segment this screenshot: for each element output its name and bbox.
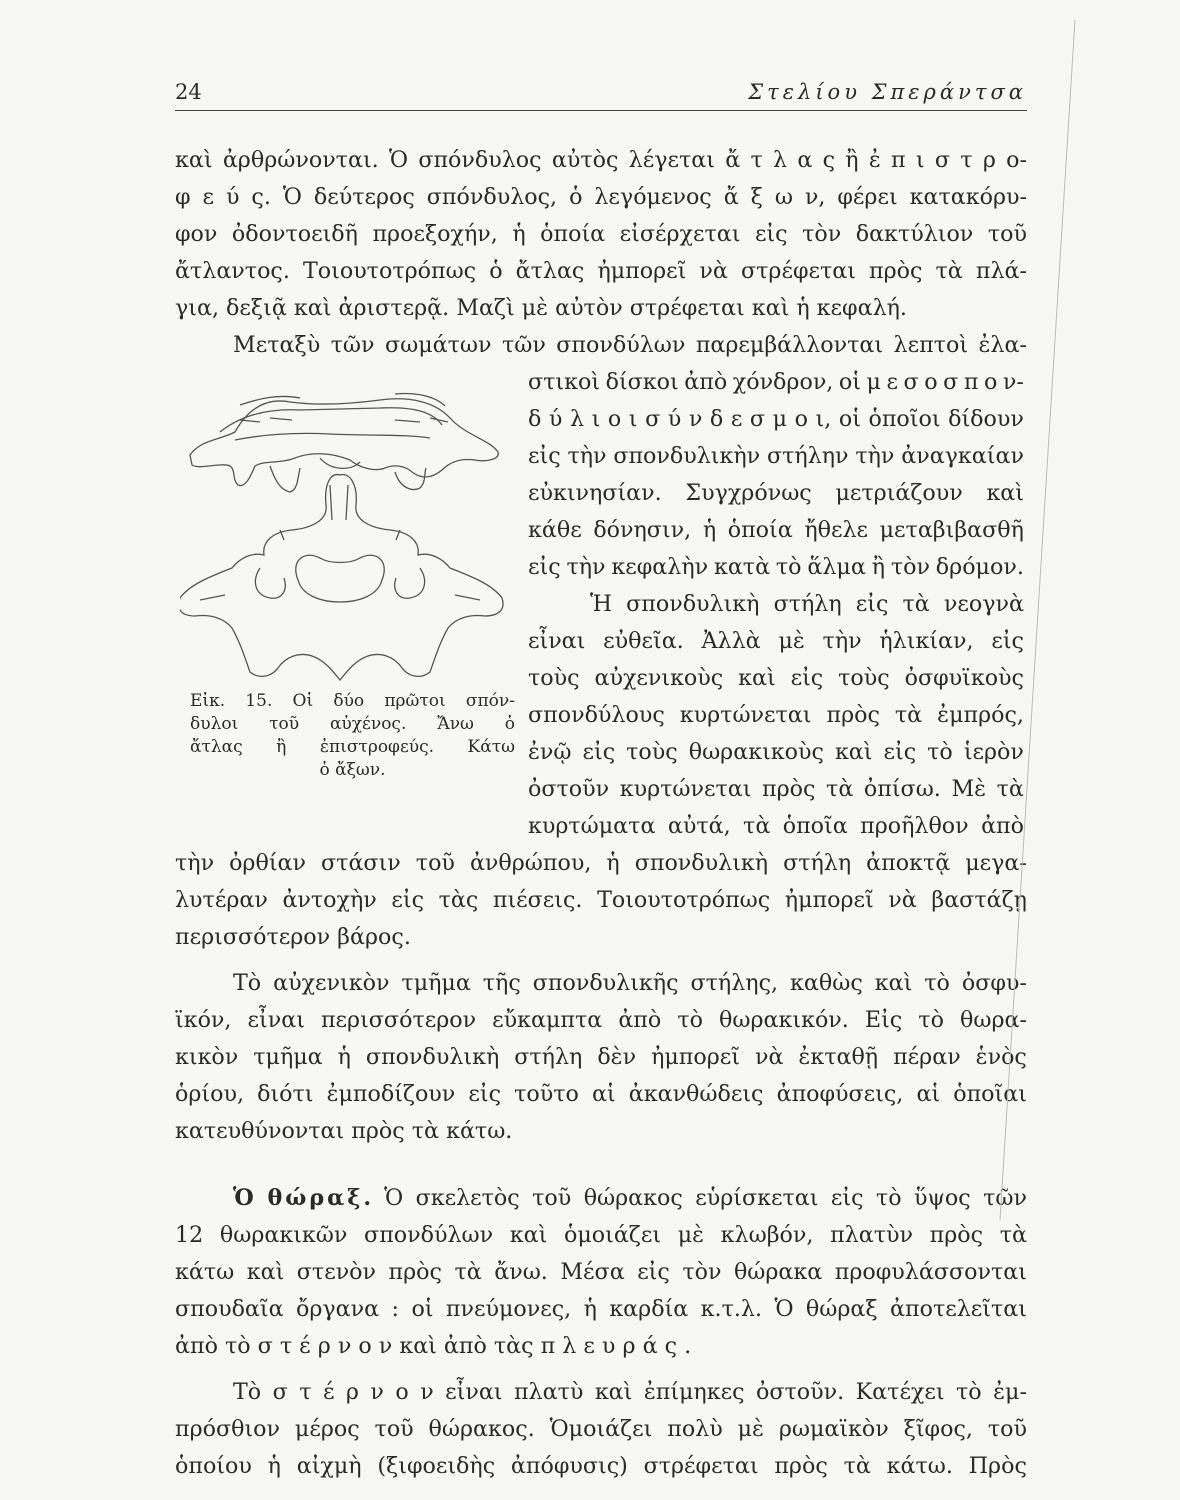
caption-line: ἄτλας ἢ ἐπιστροφεύς. Κάτω: [190, 737, 515, 757]
section-heading: Ὁ θώραξ.: [233, 1185, 375, 1211]
text-line: εἰς τὴν σπονδυλικὴν στήλην τὴν ἀναγκαίαν: [528, 443, 1024, 469]
text-line: 12 θωρακικῶν σπονδύλων καὶ ὁμοιάζει μὲ κλωβόν, πλατὺν πρὸς τὰ: [175, 1222, 1027, 1248]
text-line: εὐκινησίαν. Συγχρόνως μετριάζουν καὶ: [528, 480, 1024, 506]
text-line: στικοὶ δίσκοι ἀπὸ χόνδρον, οἱ μ ε σ ο σ π ο ν-: [528, 369, 1024, 395]
caption-line: ὁ ἄξων.: [319, 760, 386, 780]
text-line: ἀπὸ τὸ σ τ έ ρ ν ο ν καὶ ἀπὸ τὰς π λ ε υ ρ ά ς .: [175, 1333, 692, 1359]
text-line: ἐνῷ εἰς τοὺς θωρακικοὺς καὶ εἰς τὸ ἱερὸν: [528, 739, 1024, 765]
text-line: ὁρίου, διότι ἐμποδίζουν εἰς τοῦτο αἱ ἀκανθώδεις ἀποφύσεις, αἱ ὁποῖαι: [175, 1081, 1027, 1107]
text-line: Τὸ σ τ έ ρ ν ο ν εἶναι πλατὺ καὶ ἐπίμηκες ὀστοῦν. Κατέχει τὸ ἐμ-: [233, 1379, 1027, 1405]
text-line: καὶ ἀρθρώνονται. Ὁ σπόνδυλος αὐτὸς λέγεται ἄ τ λ α ς ἢ ἐ π ι σ τ ρ ο-: [175, 147, 1027, 173]
text-line: ϊκόν, εἶναι περισσότερον εὔκαμπτα ἀπὸ τὸ θωρακικόν. Εἰς τὸ θωρα-: [175, 1007, 1027, 1033]
figure-caption: [190, 690, 515, 782]
text-line: περισσότερον βάρος.: [175, 924, 411, 950]
text-line: σπονδύλους κυρτώνεται πρὸς τὰ ἐμπρός,: [528, 702, 1024, 728]
text-line: τὴν ὀρθίαν στάσιν τοῦ ἀνθρώπου, ἡ σπονδυλικὴ στήλη ἀποκτᾷ μεγα-: [175, 850, 1027, 876]
text-line: φον ὀδοντοειδῆ προεξοχήν, ἡ ὁποία εἰσέρχεται εἰς τὸν δακτύλιον τοῦ: [175, 221, 1027, 247]
text-line: Τὸ αὐχενικὸν τμῆμα τῆς σπονδυλικῆς στήλης, καθὼς καὶ τὸ ὀσφυ-: [233, 970, 1027, 996]
thorax-first-line: [233, 1182, 1027, 1214]
margin-pencil-mark: [980, 20, 1100, 1220]
page-number: 24: [175, 80, 202, 104]
text-line: κικὸν τμῆμα ἡ σπονδυλικὴ στήλη δὲν ἠμπορεῖ νὰ ἐκταθῇ πέραν ἑνὸς: [175, 1044, 1027, 1070]
text-line: δ ύ λ ι ο ι σ ύ ν δ ε σ μ ο ι, οἱ ὁποῖοι δίδουν: [528, 406, 1024, 432]
text-line: ὁποίου ἡ αἰχμὴ (ξιφοειδὴς ἀπόφυσις) στρέφεται πρὸς τὰ κάτω. Πρὸς: [175, 1453, 1027, 1479]
text-line: Μεταξὺ τῶν σωμάτων τῶν σπονδύλων παρεμβάλλονται λεπτοὶ ἐλα-: [233, 332, 1027, 358]
text-line: πρόσθιον μέρος τοῦ θώρακος. Ὁμοιάζει πολὺ μὲ ρωμαϊκὸν ξῖφος, τοῦ: [175, 1416, 1027, 1442]
text-line: σπουδαῖα ὄργανα : οἱ πνεύμονες, ἡ καρδία κ.τ.λ. Ὁ θώραξ ἀποτελεῖται: [175, 1296, 1027, 1322]
text-line: ὀστοῦν κυρτώνεται πρὸς τὰ ὀπίσω. Μὲ τὰ: [528, 776, 1024, 802]
text-line: εἶναι εὐθεῖα. Ἀλλὰ μὲ τὴν ἡλικίαν, εἰς: [528, 628, 1024, 654]
text-line: φ ε ύ ς. Ὁ δεύτερος σπόνδυλος, ὁ λεγόμενος ἄ ξ ω ν, φέρει κατακόρυ-: [175, 184, 1027, 210]
text-line: κατευθύνονται πρὸς τὰ κάτω.: [175, 1118, 513, 1144]
text-line: λυτέραν ἀντοχὴν εἰς τὰς πιέσεις. Τοιουτοτρόπως ἠμπορεῖ νὰ βαστάζῃ: [175, 887, 1027, 913]
text-line: για, δεξιᾷ καὶ ἀριστερᾷ. Μαζὶ μὲ αὐτὸν στρέφεται καὶ ἡ κεφαλή.: [175, 295, 907, 321]
text-line: κάθε δόνησιν, ἡ ὁποία ἤθελε μεταβιβασθῆ: [528, 517, 1024, 543]
text-line: τοὺς αὐχενικοὺς καὶ εἰς τοὺς ὀσφυϊκοὺς: [528, 665, 1024, 691]
text-line: Ὁ σκελετὸς τοῦ θώρακος εὑρίσκεται εἰς τὸ ὕψος τῶν: [384, 1185, 1027, 1211]
vertebrae-illustration: [180, 380, 510, 690]
text-line: ἄτλαντος. Τοιουτοτρόπως ὁ ἄτλας ἠμπορεῖ νὰ στρέφεται πρὸς τὰ πλά-: [175, 258, 1027, 284]
text-line: κυρτώματα αὐτά, τὰ ὁποῖα προῆλθον ἀπὸ: [528, 813, 1024, 839]
caption-line: Εἰκ. 15. Οἱ δύο πρῶτοι σπόν-: [190, 691, 515, 711]
caption-line: δυλοι τοῦ αὐχένος. Ἄνω ὁ: [190, 714, 515, 734]
running-author: Στελίου Σπεράντσα: [748, 80, 1027, 104]
text-line: Ἡ σπονδυλικὴ στήλη εἰς τὰ νεογνὰ: [590, 591, 1024, 617]
text-line: εἰς τὴν κεφαλὴν κατὰ τὸ ἅλμα ἢ τὸν δρόμον.: [528, 554, 1024, 580]
running-header: [175, 76, 1027, 111]
text-line: κάτω καὶ στενὸν πρὸς τὰ ἄνω. Μέσα εἰς τὸν θώρακα προφυλάσσονται: [175, 1259, 1027, 1285]
